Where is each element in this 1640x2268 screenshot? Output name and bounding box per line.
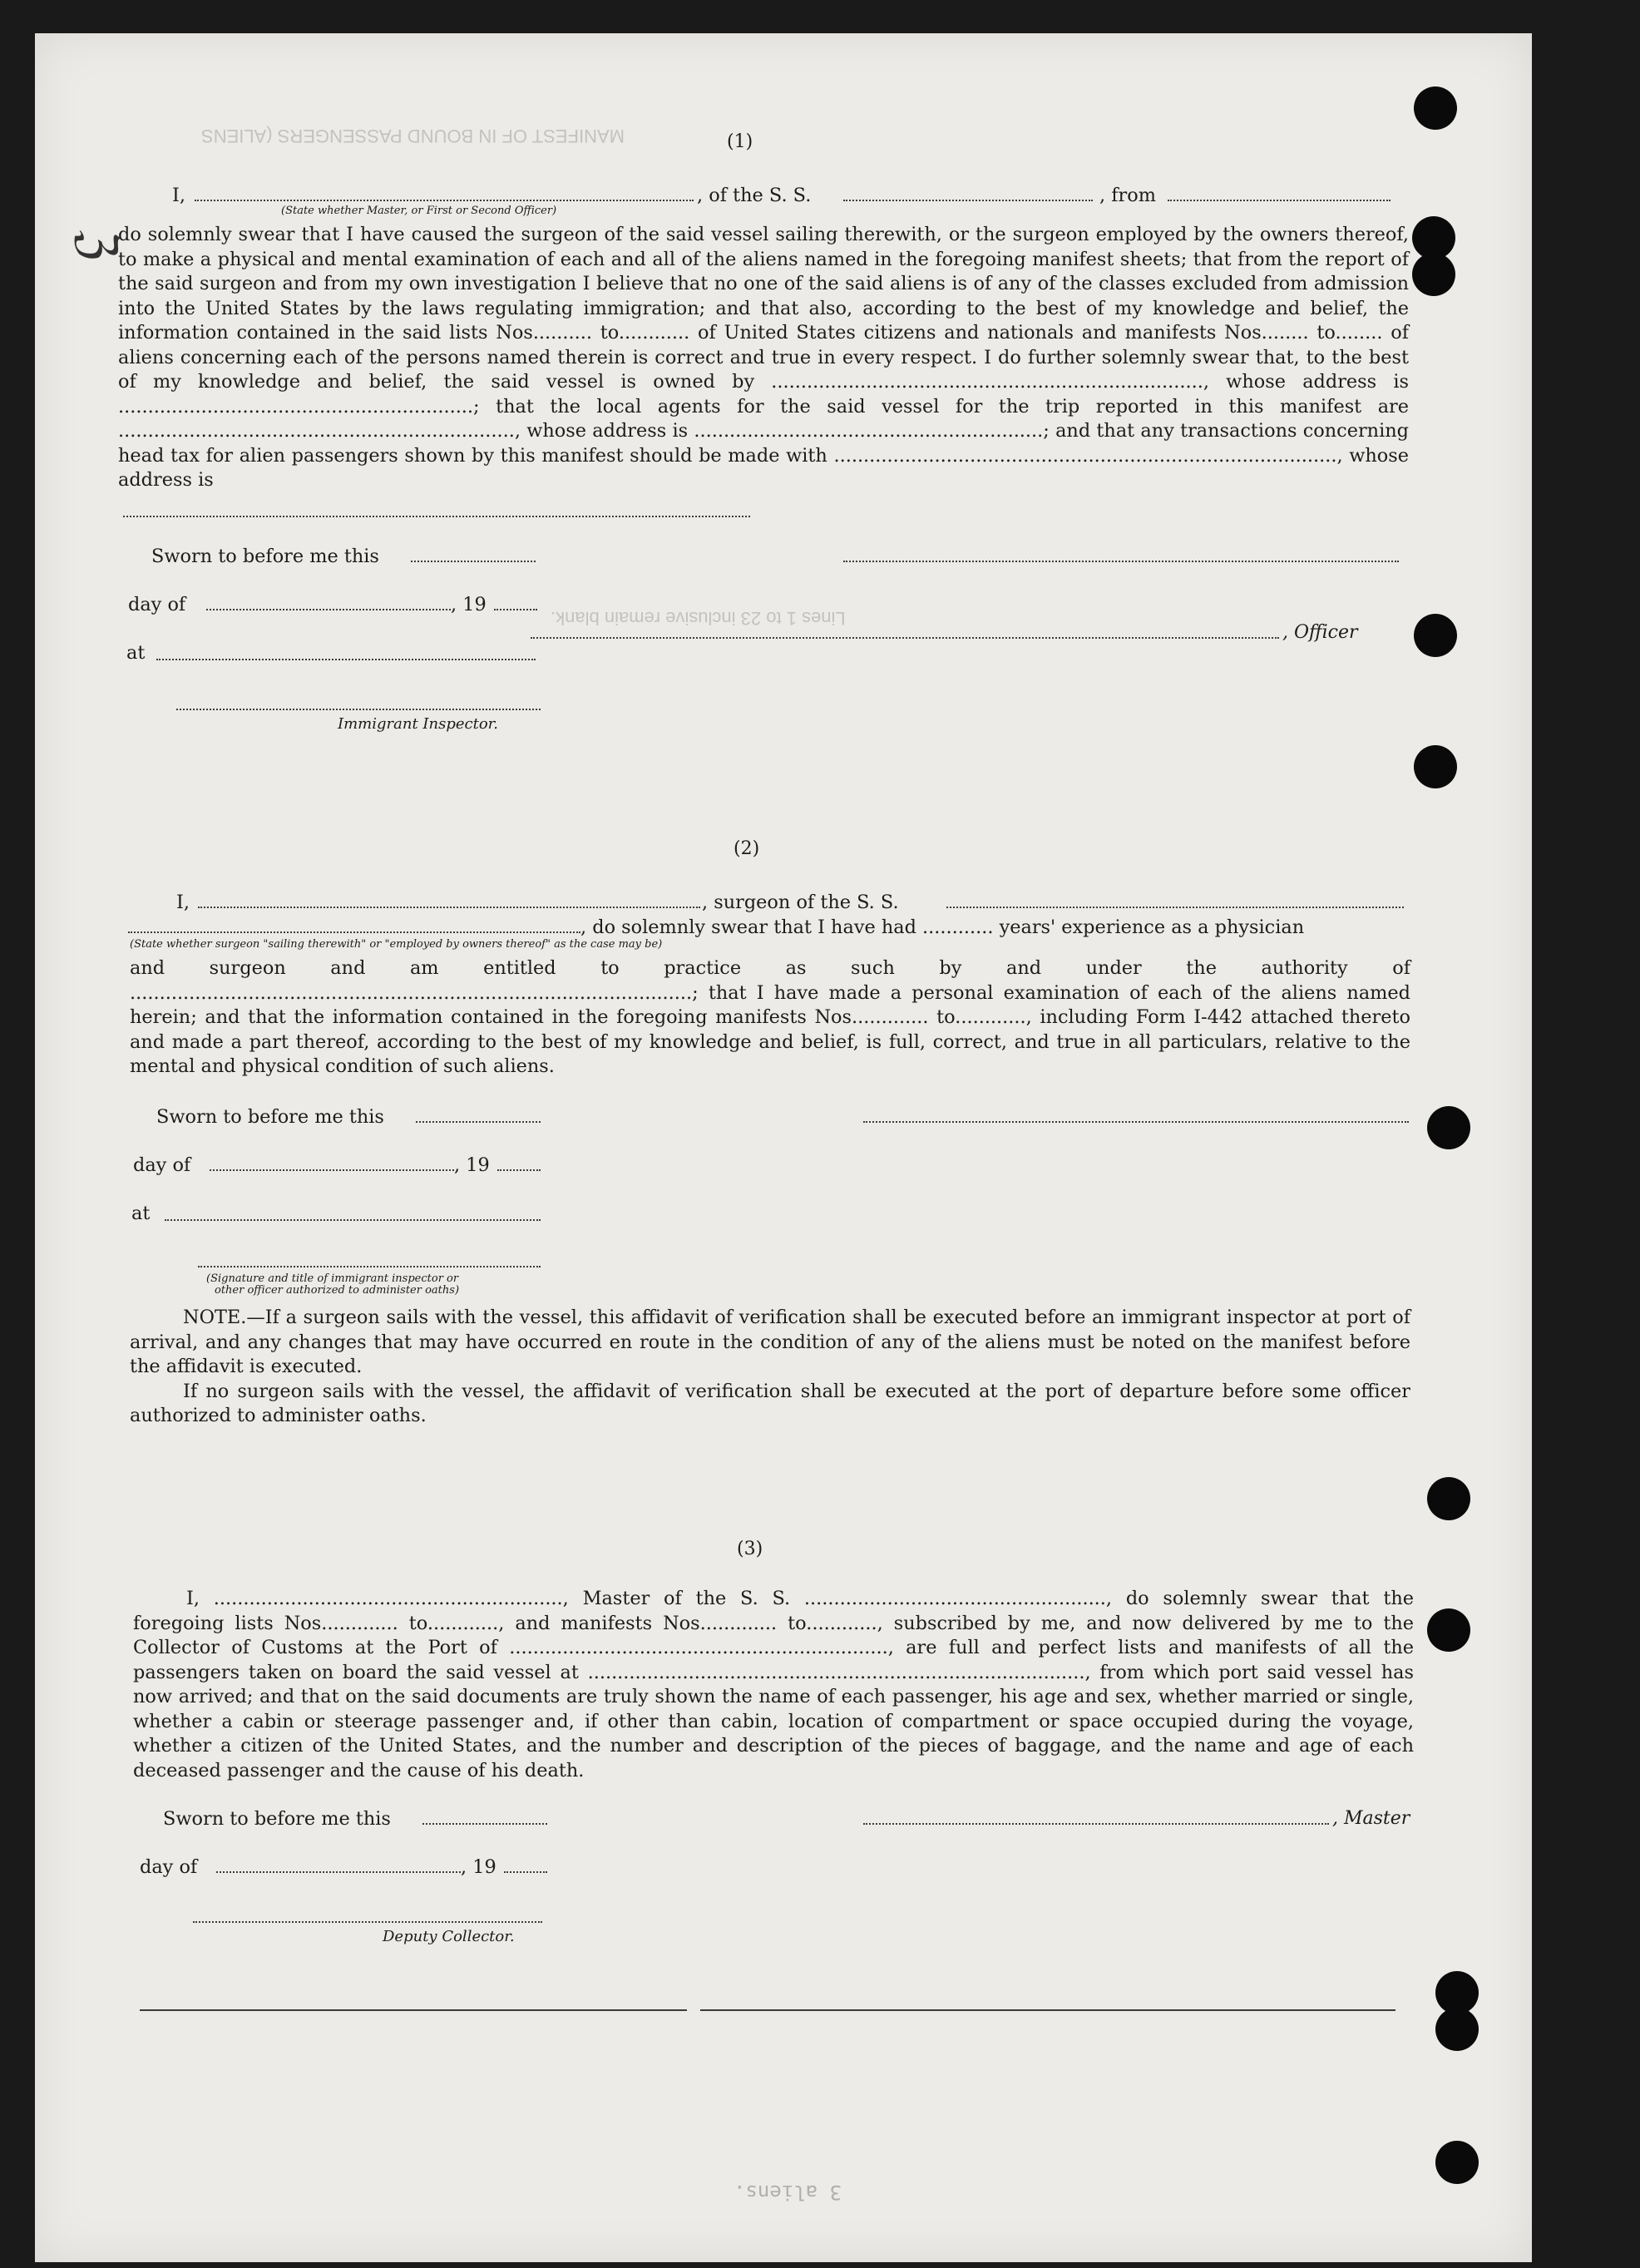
- s2-surgeon-note: (State whether surgeon "sailing therewith" or "employed by owners thereof" as the case may be): [130, 938, 663, 951]
- s1-oath-body: [118, 223, 1409, 493]
- s2-at-blank[interactable]: [165, 1219, 541, 1221]
- s1-year-label: , 19: [451, 594, 487, 615]
- s2-status-blank[interactable]: [128, 931, 580, 933]
- s3-master-sig-blank[interactable]: [863, 1823, 1329, 1825]
- s2-vessel-blank[interactable]: [946, 907, 1404, 908]
- s3-master-label: , Master: [1332, 1808, 1410, 1829]
- s3-year-label: , 19: [461, 1856, 496, 1878]
- punch-hole: [1435, 2008, 1479, 2051]
- bottom-rule-right: [700, 2009, 1395, 2011]
- s2-line2: , do solemnly swear that I have had ............ years' experience as a physician: [580, 917, 1305, 938]
- section-3-heading: (3): [737, 1539, 763, 1559]
- s1-year-blank[interactable]: [494, 609, 537, 610]
- s2-note-1: NOTE.—If a surgeon sails with the vessel, this affidavit of verification shall be executed before an immigrant inspector at port of arrival, and any changes that may have occurred en route in the condition of any of the aliens must be noted on the manifest before the affidavit is executed.: [130, 1307, 1410, 1377]
- punch-hole: [1427, 1608, 1470, 1652]
- s2-surgeon-sig-blank[interactable]: [863, 1121, 1409, 1123]
- s2-oath-text: and surgeon and am entitled to practice as such by and under the authority of ...............................................................................................; that I have made a personal examination of each of the aliens named herein; and that the information contained in the foregoing manifests Nos............. to............, including Form I-442 attached thereto and made a part thereof, according to the best of my knowledge and belief, is full, correct, and true in all particulars, relative to the mental and physical condition of such aliens.: [130, 957, 1410, 1077]
- s1-line1-i: I,: [172, 185, 185, 206]
- s3-deputy-sig-blank[interactable]: [193, 1921, 542, 1923]
- s1-master-note: (State whether Master, or First or Second Officer): [281, 205, 557, 217]
- section-2-heading: (2): [734, 838, 760, 859]
- s1-at-blank[interactable]: [156, 659, 536, 660]
- s1-inspector-label: Immigrant Inspector.: [338, 715, 499, 733]
- s3-deputy-label: Deputy Collector.: [383, 1928, 515, 1945]
- s3-sworn-blank[interactable]: [422, 1823, 547, 1825]
- s1-line1-from: , from: [1099, 185, 1156, 206]
- s3-sworn-label: Sworn to before me this: [163, 1808, 391, 1830]
- s2-note-block: [130, 1306, 1410, 1429]
- bleed-through-header: MANIFEST OF IN BOUND PASSENGERS (ALIENS: [201, 126, 625, 146]
- s3-oath-text: I, ..........................................................., Master of the S. S. ..................................................., do solemnly swear that the foregoing lists Nos............. to............, and manifests Nos............. to............, subscribed by me, and now delivered by me to the Collector of Customs at the Port of ................................................................, are full and perfect lists and manifests of all the passengers taken on board the said vessel at ...................................................................................., from which port said vessel has now arrived; and that on the said documents are truly shown the name of each passenger, his age and sex, whether married or single, whether a cabin or steerage passenger and, if other than cabin, location of compartment or space occupied during the voyage, whether a citizen of the United States, and the number and description of the pieces of baggage, and the name and age of each deceased passenger and the cause of his death.: [133, 1588, 1414, 1781]
- s1-from-blank[interactable]: [1168, 200, 1391, 201]
- s2-sig-note-1: (Signature and title of immigrant inspector or: [206, 1272, 459, 1285]
- punch-hole: [1414, 745, 1457, 788]
- punch-hole: [1427, 1106, 1470, 1149]
- s1-sworn-blank[interactable]: [411, 561, 536, 562]
- s2-at-label: at: [131, 1203, 151, 1224]
- s1-sworn-label: Sworn to before me this: [151, 546, 379, 567]
- punch-hole: [1414, 614, 1457, 657]
- s2-year-label: , 19: [454, 1154, 490, 1176]
- s1-day-blank[interactable]: [206, 609, 451, 610]
- punch-hole: [1412, 253, 1455, 296]
- bottom-rule-left: [140, 2009, 687, 2011]
- s2-oath-body: [130, 956, 1410, 1080]
- s3-year-blank[interactable]: [504, 1871, 547, 1873]
- s1-address-blank[interactable]: [123, 516, 750, 517]
- s1-oath-text: do solemnly swear that I have caused the surgeon of the said vessel sailing therewith, or the surgeon employed by the owners thereof, to make a physical and mental examination of each and all of the aliens named in the foregoing manifest sheets; that from the report of the said surgeon and from my own investigation I believe that no one of the said aliens is of any of the classes excluded from admission into the United States by the laws regulating immigration; and that also, according to the best of my knowledge and belief, the information contained in the said lists Nos.......... to............ of United States citizens and nationals and manifests Nos........ to........ of aliens concerning each of the persons named therein is correct and true in every respect. I do further solemnly swear that, to the best of my knowledge and belief, the said vessel is owned by ........................................................................., whose address is ............................................................; that the local agents for the said vessel for the trip reported in this manifest are ..................................................................., whose address is ...........................................................; and that any transactions concerning head tax for alien passengers shown by this manifest should be made with ....................................................................................., whose address is: [118, 224, 1409, 491]
- s2-sworn-blank[interactable]: [416, 1121, 541, 1123]
- s1-inspector-sig-blank[interactable]: [176, 709, 541, 710]
- s3-oath-body: [133, 1587, 1414, 1783]
- manifest-page: [35, 33, 1532, 2262]
- s1-vessel-blank[interactable]: [843, 200, 1093, 201]
- s2-day-label: day of: [133, 1154, 191, 1176]
- s1-master-blank[interactable]: [195, 200, 694, 201]
- bleed-through-footer: 3 aliens.: [734, 2181, 842, 2204]
- punch-hole: [1435, 2141, 1479, 2184]
- punch-hole: [1427, 1477, 1470, 1520]
- section-1-heading: (1): [727, 131, 753, 152]
- s1-officer-sig-blank[interactable]: [843, 561, 1399, 562]
- s2-sworn-label: Sworn to before me this: [156, 1106, 384, 1128]
- s3-day-label: day of: [140, 1856, 198, 1878]
- s2-year-blank[interactable]: [497, 1169, 541, 1171]
- margin-mark: ℨ: [69, 230, 128, 261]
- s2-inspector-sig-blank[interactable]: [198, 1266, 541, 1267]
- s1-day-label: day of: [128, 594, 186, 615]
- s1-officer-blank[interactable]: [531, 637, 1279, 639]
- s3-day-blank[interactable]: [216, 1871, 461, 1873]
- punch-hole: [1414, 86, 1457, 130]
- s2-sig-note-2: other officer authorized to administer oaths): [215, 1284, 460, 1297]
- s1-officer-label: , Officer: [1282, 622, 1358, 643]
- bleed-through-note: Lines 1 to 23 inclusive remain blank.: [551, 608, 846, 629]
- s2-surgeon-blank[interactable]: [198, 907, 700, 908]
- s2-line1-vessel: , surgeon of the S. S.: [702, 892, 899, 913]
- s1-at-label: at: [126, 642, 146, 664]
- s2-line1-i: I,: [176, 892, 190, 913]
- s2-note-2: If no surgeon sails with the vessel, the affidavit of verification shall be executed at the port of departure before some officer authorized to administer oaths.: [130, 1380, 1410, 1426]
- s1-line1-vessel: , of the S. S.: [697, 185, 812, 206]
- s2-day-blank[interactable]: [210, 1169, 454, 1171]
